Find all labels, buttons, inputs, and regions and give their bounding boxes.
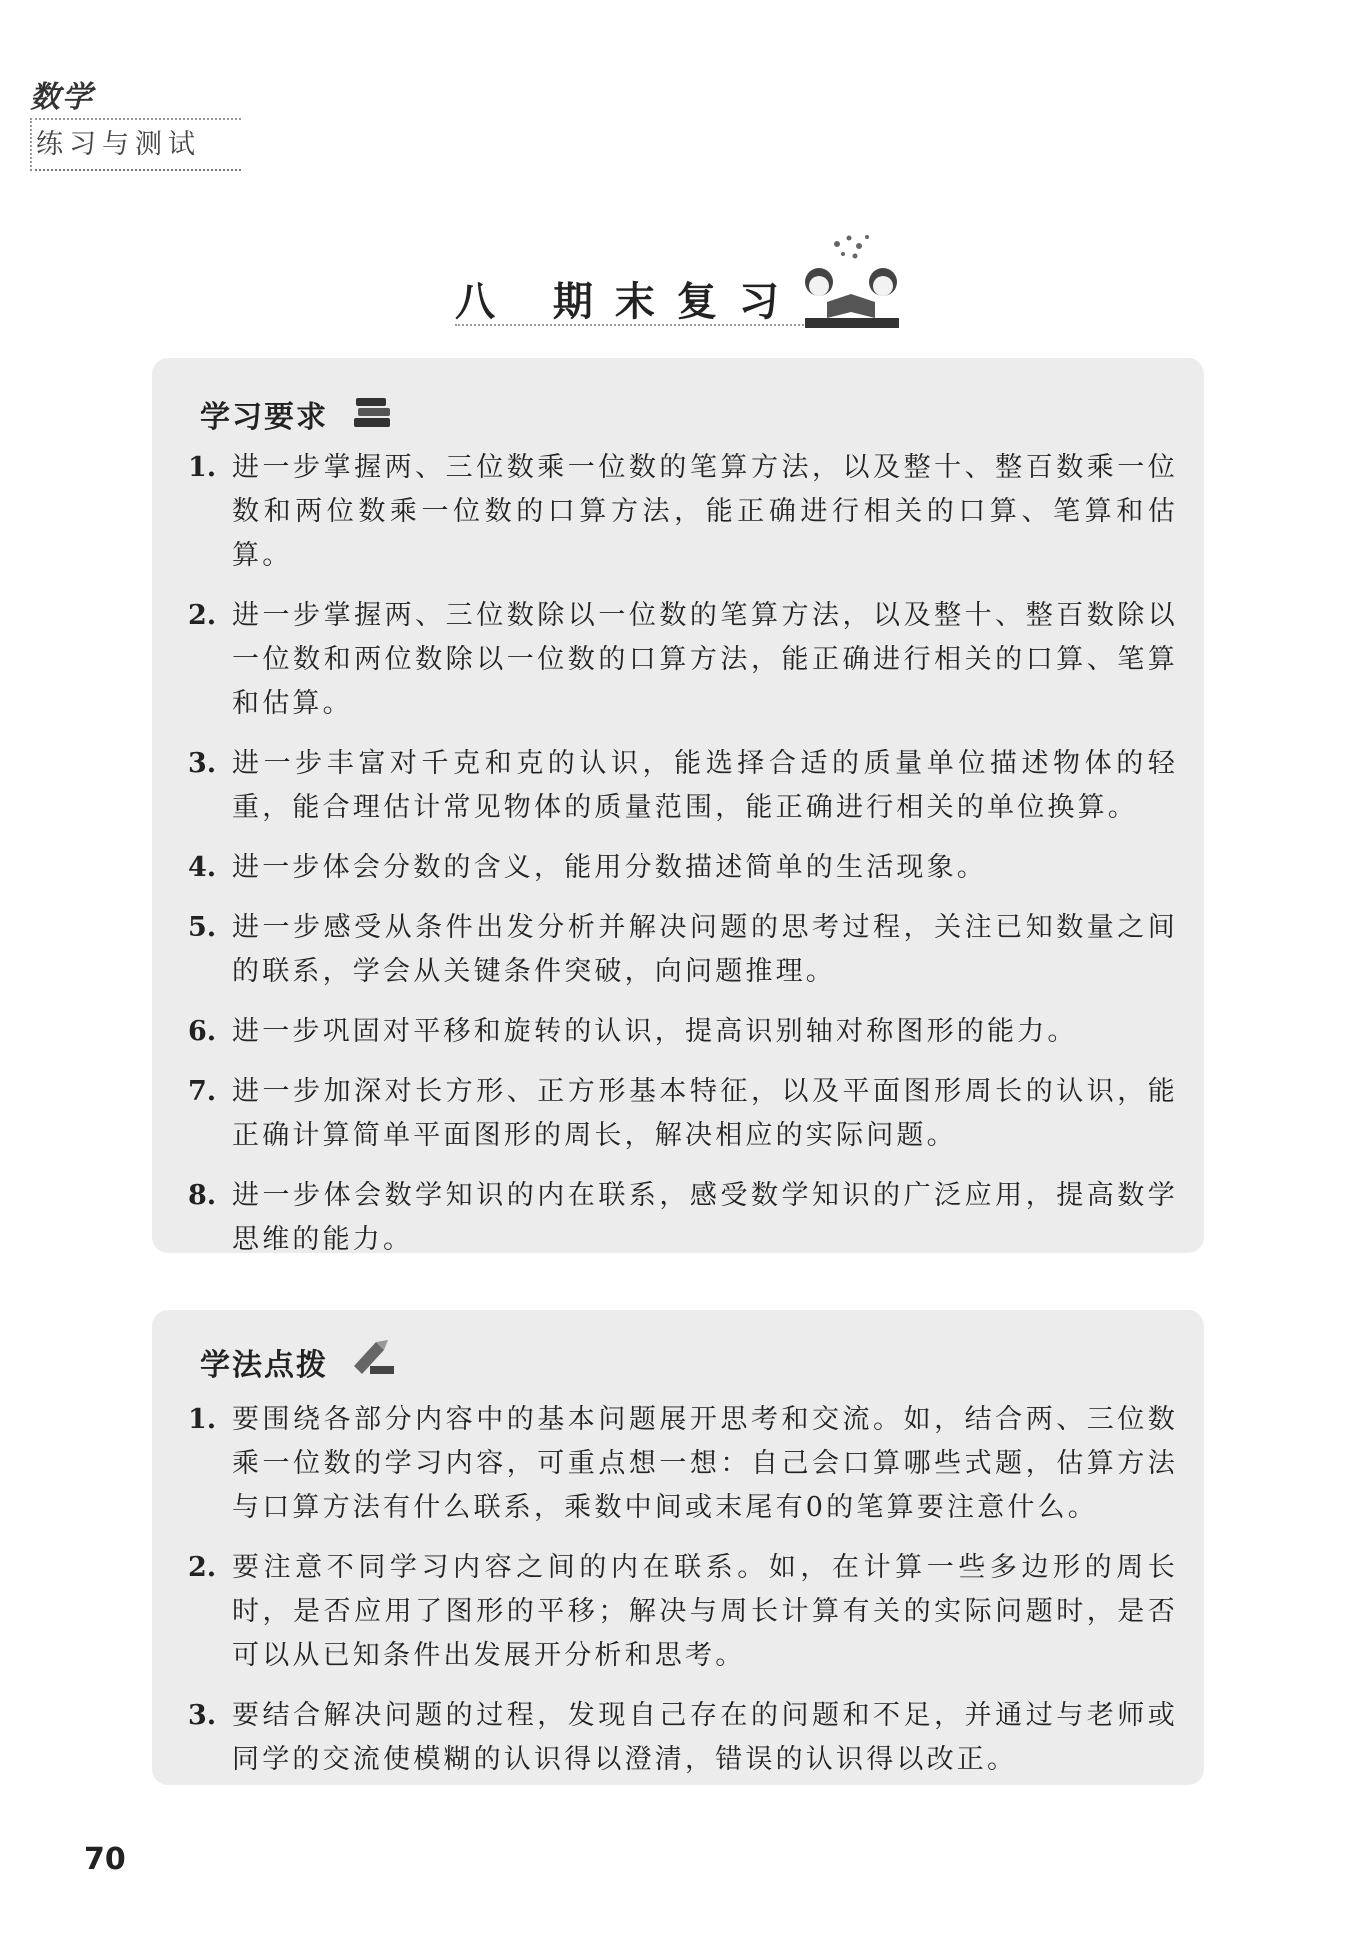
list-item: 1. 进一步掌握两、三位数乘一位数的笔算方法，以及整十、整百数乘一位数和两位数乘一位数的口算方法，能正确进行相关的口算、笔算和估算。 (188, 452, 1178, 571)
list-item: 3. 要结合解决问题的过程，发现自己存在的问题和不足，并通过与老师或同学的交流使模糊的认识得以澄清，错误的认识得以改正。 (188, 1700, 1178, 1775)
page-number: 70 (84, 1842, 126, 1877)
requirements-heading (200, 392, 328, 436)
reading-kids-icon (797, 232, 907, 332)
list-item: 4. 进一步体会分数的含义，能用分数描述简单的生活现象。 (188, 852, 987, 883)
chapter-title: 八 期末复习 (455, 278, 801, 325)
subject-title: 数学 (30, 80, 94, 115)
list-item: 3. 进一步丰富对千克和克的认识，能选择合适的质量单位描述物体的轻重，能合理估计常见物体的质量范围，能正确进行相关的单位换算。 (188, 748, 1178, 823)
list-item: 1. 要围绕各部分内容中的基本问题展开思考和交流。如，结合两、三位数乘一位数的学习内容，可重点想一想：自己会口算哪些式题，估算方法与口算方法有什么联系，乘数中间或末尾有0的笔算要注意什么。 (188, 1404, 1178, 1523)
list-item: 6. 进一步巩固对平移和旋转的认识，提高识别轴对称图形的能力。 (188, 1016, 1078, 1047)
learning-methods-box (152, 1310, 1204, 1785)
list-item: 7. 进一步加深对长方形、正方形基本特征，以及平面图形周长的认识，能正确计算简单平面图形的周长，解决相应的实际问题。 (188, 1076, 1178, 1151)
requirements-list (188, 446, 1178, 1278)
list-item: 2. 要注意不同学习内容之间的内在联系。如，在计算一些多边形的周长时，是否应用了图形的平移；解决与周长计算有关的实际问题时，是否可以从已知条件出发展开分析和思考。 (188, 1552, 1178, 1671)
list-item: 2. 进一步掌握两、三位数除以一位数的笔算方法，以及整十、整百数除以一位数和两位数除以一位数的口算方法，能正确进行相关的口算、笔算和估算。 (188, 600, 1178, 719)
chapter-heading (455, 262, 1055, 332)
methods-heading-text: 学法点拨 (200, 1348, 328, 1383)
learning-requirements-box (152, 358, 1204, 1253)
pencil-ruler-icon (350, 1336, 400, 1378)
methods-heading (200, 1340, 328, 1384)
series-title: 练习与测试 (30, 118, 241, 171)
list-item: 5. 进一步感受从条件出发分析并解决问题的思考过程，关注已知数量之间的联系，学会从关键条件突破，向问题推理。 (188, 912, 1178, 987)
requirements-heading-text: 学习要求 (200, 400, 328, 435)
list-item: 8. 进一步体会数学知识的内在联系，感受数学知识的广泛应用，提高数学思维的能力。 (188, 1180, 1178, 1255)
book-stack-icon (352, 390, 394, 430)
methods-list (188, 1398, 1178, 1798)
book-header (30, 72, 241, 171)
